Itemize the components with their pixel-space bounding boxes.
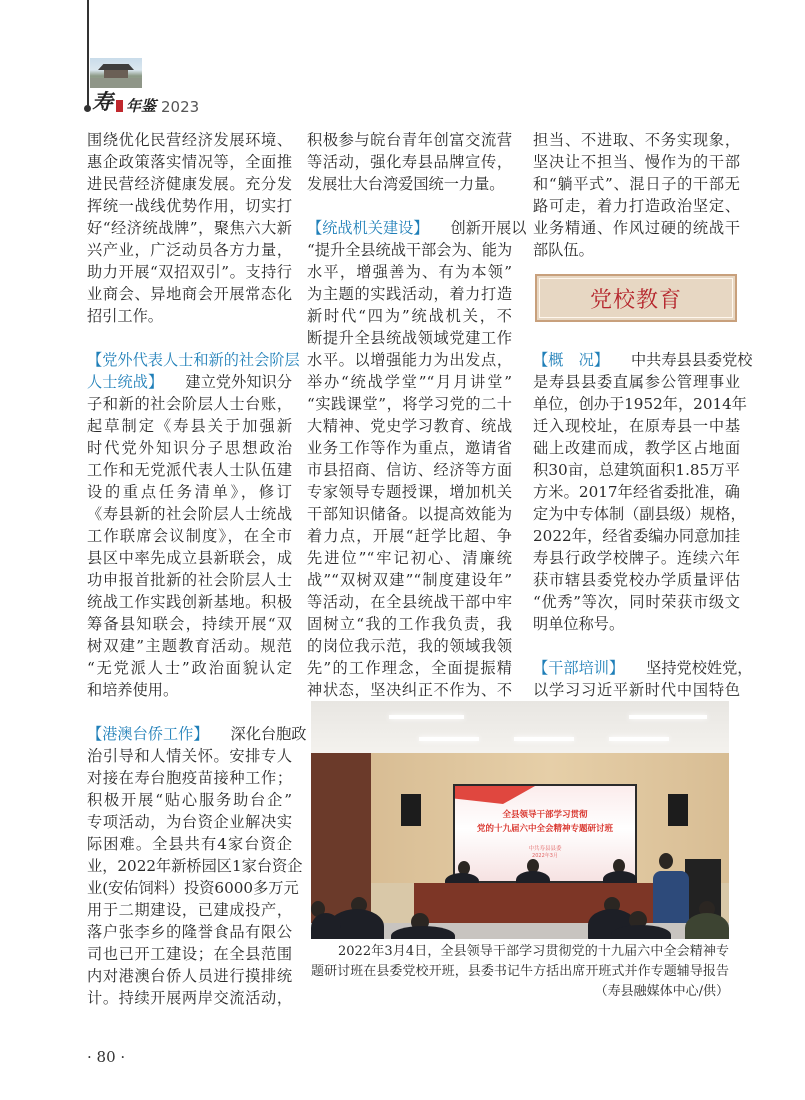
text-line <box>307 547 512 569</box>
text-line <box>307 305 512 327</box>
masthead-logo-char: 寿 <box>92 89 113 114</box>
text-line <box>87 217 292 239</box>
text-line <box>533 217 740 239</box>
text-line <box>307 415 512 437</box>
text-line <box>87 239 292 261</box>
text-line <box>533 239 740 261</box>
body-text: 工作联席会议制度》，在全市 <box>87 527 292 545</box>
text-line <box>87 503 292 525</box>
body-text: 《寿县新的社会阶层人士统战 <box>87 505 292 523</box>
text-line <box>533 371 740 393</box>
text-line <box>87 855 303 877</box>
section-title: 党校教育 <box>589 287 682 313</box>
section-heading-line <box>87 371 292 393</box>
text-line <box>87 547 292 569</box>
body-text: 专项活动，为台资企业解决实 <box>87 813 292 831</box>
screen-title-1: 全县领导干部学习贯彻 <box>502 810 588 820</box>
text-line <box>87 987 292 1009</box>
body-text: 获市辖县委党校办学质量评估 <box>533 571 740 589</box>
photo-credit: （寿县融媒体中心/供） <box>594 984 729 999</box>
body-text: 统战工作实践创新基地。积极 <box>87 593 292 611</box>
text-line <box>307 481 512 503</box>
text-line <box>87 525 292 547</box>
text-line <box>533 129 740 151</box>
subsection-heading: 【统战机关建设】 <box>307 219 429 237</box>
text-line <box>307 613 512 635</box>
text-line <box>87 437 292 459</box>
body-text: 担当、不进取、不务实现象， <box>533 131 740 149</box>
section-heading-line <box>87 723 307 745</box>
text-line <box>533 195 740 217</box>
body-text: 水平。以增强能力为出发点， <box>307 351 512 369</box>
text-line <box>87 261 292 283</box>
text-line <box>533 415 740 437</box>
projection-screen <box>453 784 637 883</box>
section-heading-line <box>87 349 300 371</box>
text-line <box>87 569 292 591</box>
body-text: 深化台胞政 <box>230 725 307 743</box>
body-text: 方米。2017年经省委批准，确 <box>533 483 740 501</box>
body-text: 工作和无党派代表人士队伍建 <box>87 461 292 479</box>
body-text: 业务精通、作风过硬的统战干 <box>533 219 740 237</box>
body-text: “提升全县统战干部会为、能为 <box>307 241 513 259</box>
body-text: 是寿县县委直属参公管理事业 <box>533 373 740 391</box>
section-heading-line <box>307 217 527 239</box>
screen-title-2: 党的十九届六中全会精神专题研讨班 <box>476 824 613 834</box>
text-line <box>307 327 512 349</box>
body-text: 计。持续开展两岸交流活动， <box>87 989 292 1007</box>
body-text: 招引工作。 <box>87 307 163 325</box>
text-line <box>87 657 292 679</box>
subsection-heading: 【港澳台侨工作】 <box>87 725 209 743</box>
body-text: 起草制定《寿县关于加强新 <box>87 417 292 435</box>
text-line <box>533 591 740 613</box>
text-line <box>307 591 512 613</box>
subsection-heading: 【干部培训】 <box>533 659 625 677</box>
text-line <box>533 547 740 569</box>
body-text: 新时代“四为”统战机关，不 <box>307 307 512 325</box>
body-text: 内对港澳台侨人员进行摸排统 <box>87 967 292 985</box>
text-line <box>87 415 292 437</box>
photo-caption <box>311 942 729 1002</box>
body-text: 创新开展以 <box>450 219 527 237</box>
text-line <box>87 591 292 613</box>
body-text: 单位，创办于1952年，2014年 <box>533 395 747 413</box>
body-text: 等活动，在全县统战干部中牢 <box>307 593 512 611</box>
text-line <box>533 525 740 547</box>
text-line <box>533 151 740 173</box>
text-line <box>87 789 292 811</box>
text-line <box>307 635 512 657</box>
text-line <box>87 943 292 965</box>
text-line <box>87 877 299 899</box>
subsection-heading: 【党外代表人士和新的社会阶层 <box>87 351 300 369</box>
body-text: 战”“双树双建”“制度建设年” <box>307 571 512 589</box>
body-text: 际困难。全县共有4家台资企 <box>87 835 292 853</box>
text-line <box>533 393 747 415</box>
text-line <box>307 151 512 173</box>
body-text: 定为中专体制（副县级）规格， <box>533 505 746 523</box>
text-line <box>87 811 292 833</box>
body-text: 固树立“我的工作我负责，我 <box>307 615 512 633</box>
text-line <box>307 437 512 459</box>
body-text: 为主题的实践活动，着力打造 <box>307 285 512 303</box>
body-text: 础上改建而成，教学区占地面 <box>533 439 740 457</box>
body-text: 寿县行政学校牌子。连续六年 <box>533 549 740 567</box>
text-line <box>533 569 740 591</box>
text-line <box>307 173 512 195</box>
text-line <box>87 129 292 151</box>
body-text: “优秀”等次，同时荣获市级文 <box>533 593 740 611</box>
body-text: 司也已开工建设；在全县范围 <box>87 945 292 963</box>
text-line <box>307 459 512 481</box>
body-text: 用于二期建设，已建成投产， <box>87 901 292 919</box>
body-text: 建立党外知识分 <box>185 373 292 391</box>
masthead-title: 年鉴 <box>126 97 157 115</box>
text-line <box>87 965 292 987</box>
text-line <box>307 239 512 261</box>
section-heading-line <box>533 657 753 679</box>
text-line <box>87 305 292 327</box>
body-text: 先”的工作理念，全面提振精 <box>307 659 512 677</box>
yearbook-masthead <box>92 89 200 116</box>
text-line <box>533 613 740 635</box>
body-text: 积极参与皖台青年创富交流营 <box>307 131 512 149</box>
body-text: 和培养使用。 <box>87 681 179 699</box>
body-text: “无党派人士”政治面貌认定 <box>87 659 292 677</box>
text-line <box>307 283 512 305</box>
text-line <box>87 283 292 305</box>
body-text: 着力点，开展“赶学比超、争 <box>307 527 512 545</box>
text-line <box>533 459 740 481</box>
body-text: 2022年，经省委编办同意加挂 <box>533 527 740 545</box>
body-text: 的岗位我示范，我的领域我领 <box>307 637 512 655</box>
body-text: 积30亩，总建筑面积1.85万平 <box>533 461 740 479</box>
text-line <box>87 195 292 217</box>
body-text: 兴产业，广泛动员各方力量， <box>87 241 292 259</box>
body-text: 以学习习近平新时代中国特色 <box>533 681 740 699</box>
text-line <box>307 657 512 679</box>
body-text: 惠企政策落实情况等，全面推 <box>87 153 292 171</box>
text-line <box>533 481 740 503</box>
text-line <box>533 437 740 459</box>
text-line <box>87 151 292 173</box>
header-rule <box>87 0 89 108</box>
text-line <box>307 679 512 701</box>
body-text: 业商会、异地商会开展常态化 <box>87 285 292 303</box>
text-line <box>307 503 512 525</box>
body-text: 水平，增强善为、有为本领” <box>307 263 512 281</box>
body-text: 治引导和人情关怀。安排专人 <box>87 747 292 765</box>
text-line <box>307 371 512 393</box>
text-line <box>87 745 292 767</box>
body-text: 部队伍。 <box>533 241 594 259</box>
body-text: 坚决让不担当、慢作为的干部 <box>533 153 740 171</box>
body-text: 县区中率先成立县新联会，成 <box>87 549 292 567</box>
body-text: 大精神、党史学习教育、统战 <box>307 417 512 435</box>
body-text: 迁入现校址，在原寿县一中基 <box>533 417 740 435</box>
body-text: 专家领导专题授课，增加机关 <box>307 483 512 501</box>
body-text: 发展壮大台湾爱国统一力量。 <box>307 175 505 193</box>
body-text: 干部知识储备。以提高效能为 <box>307 505 512 523</box>
text-line <box>87 635 292 657</box>
subsection-heading: 人士统战】 <box>87 373 164 391</box>
text-line <box>87 767 292 789</box>
text-line <box>87 613 292 635</box>
body-text: 对接在寿台胞疫苗接种工作； <box>87 769 292 787</box>
body-text: 积极开展“贴心服务助台企” <box>87 791 292 809</box>
text-line <box>87 459 292 481</box>
body-text: 围绕优化民营经济发展环境、 <box>87 131 292 149</box>
body-text: 助力开展“双招双引”。支持行 <box>87 263 292 281</box>
text-line <box>87 679 292 701</box>
body-text: 坚持党校姓党， <box>646 659 753 677</box>
section-banner <box>535 274 737 322</box>
text-line <box>307 261 512 283</box>
body-text: 神状态，坚决纠正不作为、不 <box>307 681 512 699</box>
screen-org: 中共寿县县委 <box>528 846 562 852</box>
text-line <box>87 173 292 195</box>
text-line <box>533 503 746 525</box>
body-text: 业务工作等作为重点，邀请省 <box>307 439 512 457</box>
text-line <box>307 129 512 151</box>
text-line <box>307 393 512 415</box>
text-line <box>87 921 292 943</box>
body-text: 功申报首批新的社会阶层人士 <box>87 571 292 589</box>
body-text: 和“躺平式”、混日子的干部无 <box>533 175 740 193</box>
body-text: 先进位”“牢记初心、清廉统 <box>307 549 512 567</box>
body-text: 市县招商、信访、经济等方面 <box>307 461 512 479</box>
body-text: 明单位称号。 <box>533 615 625 633</box>
body-text: 树双建”主题教育活动。规范 <box>87 637 292 655</box>
city-gate-logo-image <box>90 58 142 88</box>
body-text: 业(安佑饲料）投资6000多万元 <box>87 879 299 897</box>
caption-line-1: 2022年3月4日，全县领导干部学习贯彻党的十九届六中全会精神专 <box>338 944 729 959</box>
body-text: 子和新的社会阶层人士台账， <box>87 395 292 413</box>
text-line <box>307 349 512 371</box>
text-line <box>87 481 292 503</box>
red-seal-icon <box>116 100 123 112</box>
text-line <box>307 569 512 591</box>
text-line <box>533 679 740 701</box>
body-text: 路可走，着力打造政治坚定、 <box>533 197 740 215</box>
page-number: · 80 · <box>87 1048 126 1066</box>
masthead-year: 2023 <box>161 98 200 116</box>
section-heading-line <box>533 349 753 371</box>
screen-date: 2022年3月 <box>532 853 558 859</box>
subsection-heading: 【概 况】 <box>533 351 609 369</box>
body-text: “实践课堂”，将学习党的二十 <box>307 395 512 413</box>
body-text: 设的重点任务清单》，修订 <box>87 483 292 501</box>
body-text: 断提升全县统战领域党建工作 <box>307 329 512 347</box>
body-text: 进民营经济健康发展。充分发 <box>87 175 292 193</box>
body-text: 筹备县知联会，持续开展“双 <box>87 615 292 633</box>
text-line <box>87 899 292 921</box>
body-text: 举办“统战学堂”“月月讲堂” <box>307 373 512 391</box>
text-line <box>533 173 740 195</box>
text-line <box>87 833 292 855</box>
body-text: 挥统一战线优势作用，切实打 <box>87 197 292 215</box>
body-text: 落户张李乡的隆誉食品有限公 <box>87 923 292 941</box>
body-text: 等活动，强化寿县品牌宣传， <box>307 153 512 171</box>
body-text: 业，2022年新桥园区1家台资企 <box>87 857 303 875</box>
body-text: 中共寿县县委党校 <box>630 351 753 369</box>
header-rule-dot <box>84 105 91 112</box>
body-text: 好“经济统战牌”，聚焦六大新 <box>87 219 292 237</box>
text-line <box>87 393 292 415</box>
body-text: 时代党外知识分子思想政治 <box>87 439 292 457</box>
caption-line-2: 题研讨班在县委党校开班，县委书记牛方括出席开班式并作专题辅导报告 <box>311 964 729 979</box>
text-line <box>307 525 512 547</box>
meeting-photo <box>311 701 729 939</box>
